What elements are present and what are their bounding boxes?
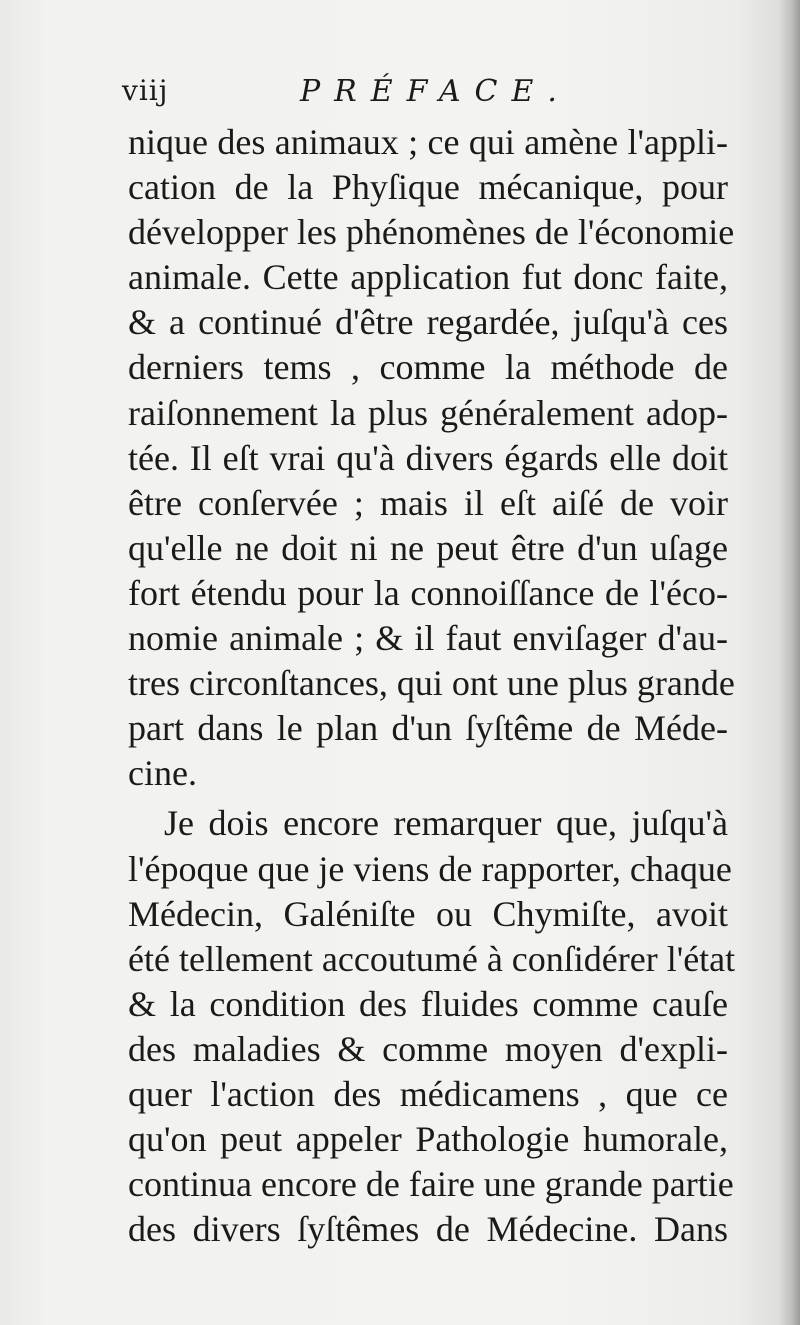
text-line: qu'on peut appeler Pathologie humorale, [128, 1119, 728, 1160]
text-line: cine. [128, 753, 197, 794]
text-line: des maladies & comme moyen d'expli- [128, 1028, 728, 1069]
text-line: des divers ſyſtêmes de Médecine. Dans [128, 1209, 728, 1250]
text-line: & a continué d'être regardée, juſqu'à ces [128, 302, 728, 343]
page-number: viij [122, 74, 169, 107]
text-line: quer l'action des médicamens , que ce [128, 1073, 728, 1114]
text-line: tres circonſtances, qui ont une plus grande [128, 663, 735, 704]
text-line: été tellement accoutumé à conſidérer l'état [128, 938, 736, 979]
text-line: cation de la Phyſique mécanique, pour [128, 167, 728, 208]
text-line: derniers tems , comme la méthode de [128, 347, 728, 388]
text-line: part dans le plan d'un ſyſtême de Méde- [128, 708, 728, 749]
running-head: PRÉFACE. [300, 74, 571, 109]
page-edge-shadow [778, 0, 800, 1325]
text-line: Médecin, Galéniſte ou Chymiſte, avoit [128, 893, 728, 934]
text-line: animale. Cette application fut donc faite, [128, 257, 728, 298]
text-line: nique des animaux ; ce qui amène l'appli- [128, 122, 728, 162]
text-line: Je dois encore remarquer que, juſqu'à [164, 803, 728, 844]
text-line: tée. Il eſt vrai qu'à divers égards elle doit [128, 437, 728, 478]
text-line: qu'elle ne doit ni ne peut être d'un uſage [128, 527, 728, 568]
text-line: nomie animale ; & il faut enviſager d'au- [128, 618, 728, 659]
text-line: être conſervée ; mais il eſt aiſé de voir [128, 482, 728, 523]
page-header [122, 70, 722, 114]
text-line: développer les phénomènes de l'économie [128, 212, 735, 253]
paragraph [128, 120, 735, 796]
text-line: l'époque que je viens de rapporter, chaque [128, 848, 732, 889]
text-line: continua encore de faire une grande partie [128, 1164, 734, 1205]
body-text [128, 120, 736, 1252]
text-line: raiſonnement la plus généralement adop- [128, 392, 728, 433]
text-line: fort étendu pour la connoiſſance de l'éco- [128, 572, 728, 613]
text-line: & la condition des fluides comme cauſe [128, 983, 728, 1024]
paragraph [128, 801, 736, 1252]
